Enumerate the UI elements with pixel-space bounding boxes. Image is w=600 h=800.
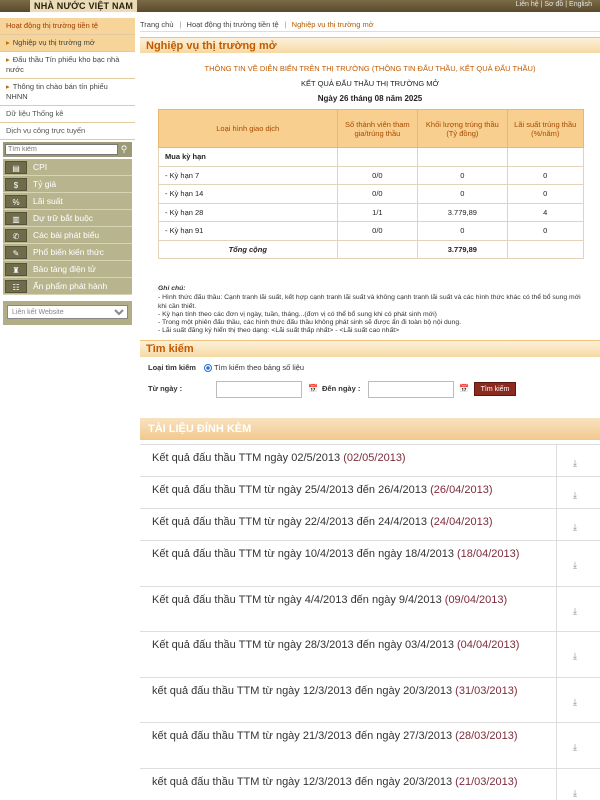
search-icon[interactable]: ⚲ [120,144,128,154]
attachment-text[interactable]: kết quả đấu thầu TTM từ ngày 21/3/2013 đến ngày 27/3/2013 [152,730,453,742]
cell-rate: 0 [507,166,584,185]
download-icon[interactable]: ⤓ [573,696,577,707]
download-icon[interactable]: ⤓ [573,651,577,662]
cell-type: - Kỳ hạn 91 [159,222,338,241]
attachment-text[interactable]: Kết quả đấu thầu TTM từ ngày 4/4/2013 đến ngày 9/4/2013 [152,593,442,606]
tool-label: Bảo tàng điện tử [33,264,96,274]
from-calendar-icon[interactable]: 📅 [308,384,318,393]
attachment-date: (09/04/2013) [444,593,508,606]
attachment-item[interactable] [140,508,600,540]
download-icon[interactable]: ⤓ [573,521,577,532]
attachment-item[interactable] [140,476,600,508]
attachment-text[interactable]: Kết quả đấu thầu TTM ngày 02/5/2013 [152,452,341,464]
info-date: Ngày 26 tháng 08 năm 2025 [317,94,423,103]
attachments-title: TÀI LIỆU ĐÍNH KÈM [140,418,600,440]
cell-members: 1/1 [337,203,418,222]
to-date-label: Đến ngày : [322,384,361,393]
top-links[interactable]: Liên hệ | Sơ đồ | English [515,1,592,8]
sidebar-item-money-market[interactable]: Hoạt động thị trường tiền tệ [0,18,135,35]
top-banner [0,0,600,12]
search-button[interactable]: Tìm kiếm [474,382,516,396]
tool-cpi[interactable] [3,159,132,176]
reserve-icon: ▥ [5,212,27,225]
cell-type: - Kỳ hạn 7 [159,166,338,185]
tool-interest-rate[interactable] [3,193,132,210]
publication-icon: ☷ [5,280,27,293]
table-row [159,222,584,241]
breadcrumb: Trang chủ | Hoạt động thị trường tiền tệ | Nghiệp vụ thị trường mở [140,18,600,32]
attachment-text[interactable]: kết quả đấu thầu TTM từ ngày 12/3/2013 đến ngày 20/3/2013 [152,684,453,697]
tool-list [3,159,132,295]
cell-rate: 4 [507,203,584,222]
download-icon[interactable]: ⤓ [573,742,577,753]
attachment-date: (18/04/2013) [457,548,520,560]
search-type-option[interactable]: Tìm kiếm theo bảng số liệu [214,363,305,372]
attachment-text[interactable]: kết quả đấu thầu TTM từ ngày 12/3/2013 đến ngày 20/3/2013 [152,775,453,788]
cpi-icon: ▤ [5,161,27,174]
download-icon[interactable]: ⤓ [573,457,577,468]
main-content [140,18,600,798]
table-row [159,203,584,222]
tool-label: CPI [33,162,48,172]
sidebar-item-treasury-bills[interactable]: ▸ Đấu thầu Tín phiếu kho bạc nhà nước [0,52,135,79]
breadcrumb-current: Nghiệp vụ thị trường mở [291,20,374,29]
speech-icon: ✆ [5,229,27,242]
group-label: Mua kỳ hạn [159,148,338,167]
search-date-row [148,381,598,397]
col-header-type: Loại hình giao dịch [159,110,338,148]
tool-label: Phổ biến kiến thức [33,247,104,257]
sidebar [0,18,135,331]
attachment-date: (31/03/2013) [455,684,518,697]
total-value: 3.779,89 [418,240,507,259]
website-links [3,301,132,325]
org-name: NHÀ NƯỚC VIỆT NAM [30,0,137,12]
cell-volume: 3.779,89 [418,203,507,222]
cell-volume: 0 [418,166,507,185]
attachment-item[interactable] [140,768,600,800]
cell-type: - Kỳ hạn 14 [159,185,338,204]
attachment-text[interactable]: Kết quả đấu thầu TTM từ ngày 10/4/2013 đến ngày 18/4/2013 [152,548,454,560]
attachment-text[interactable]: Kết quả đấu thầu TTM từ ngày 28/3/2013 đến ngày 03/4/2013 [152,639,454,651]
sidebar-item-online-services[interactable]: Dịch vụ công trực tuyến [0,123,135,140]
sidebar-item-open-market[interactable]: ▸ Nghiệp vụ thị trường mở [0,35,135,52]
attachment-date: (26/04/2013) [430,484,493,496]
cell-type: - Kỳ hạn 28 [159,203,338,222]
notes-heading: Ghi chú: [158,285,186,292]
notes [158,285,584,336]
info-subtitle: KẾT QUẢ ĐẤU THẦU THỊ TRƯỜNG MỞ [301,79,439,88]
note-line: - Hình thức đấu thầu: Cạnh tranh lãi suất, kết hợp cạnh tranh lãi suất và không cạnh tranh lãi suất và các hình thức khác có thể bổ sung mới khi cần thiết. [158,294,581,310]
search-type-label: Loại tìm kiếm [148,363,196,372]
to-calendar-icon[interactable]: 📅 [459,384,469,393]
sidebar-item-sbv-bills[interactable]: ▸ Thông tin chào bán tín phiếu NHNN [0,79,135,106]
from-date-input[interactable] [216,381,302,398]
sidebar-search [3,142,132,157]
attachment-item[interactable] [140,444,600,476]
attachment-text[interactable]: Kết quả đấu thầu TTM từ ngày 22/4/2013 đến 24/4/2013 [152,516,428,528]
page-title: Nghiệp vụ thị trường mở [140,37,600,53]
tool-label: Dự trữ bắt buộc [33,213,94,223]
cell-rate: 0 [507,222,584,241]
table-row [159,185,584,204]
note-line: - Trong một phiên đấu thầu, các hình thức đấu thầu không phát sinh sẽ được ẩn đi toàn bộ nội dung. [158,319,462,327]
cell-volume: 0 [418,222,507,241]
tool-exchange-rate[interactable] [3,176,132,193]
tool-publications[interactable] [3,278,132,295]
cell-members: 0/0 [337,222,418,241]
attachment-date: (24/04/2013) [430,516,493,528]
tool-speeches[interactable] [3,227,132,244]
tool-label: Tỷ giá [33,179,57,189]
col-header-rate: Lãi suất trúng thầu (%/năm) [507,110,584,148]
exchange-rate-icon: $ [5,178,27,191]
download-icon[interactable]: ⤓ [573,605,577,616]
note-line: - Lãi suất đăng ký hiển thị theo dạng: <Lãi suất thấp nhất> - <Lãi suất cao nhất> [158,327,400,335]
attachment-date: (28/03/2013) [455,730,518,742]
attachment-item[interactable] [140,586,600,632]
table-group-row [159,148,584,167]
attachment-item[interactable] [140,631,600,677]
attachment-date: (21/03/2013) [455,775,518,788]
info-title: THÔNG TIN VỀ DIỄN BIẾN TRÊN THỊ TRƯỜNG (THÔNG TIN ĐẤU THẦU, KẾT QUẢ ĐẤU THẦU) [204,64,536,73]
download-icon[interactable]: ⤓ [573,787,577,798]
download-icon[interactable]: ⤓ [573,560,577,571]
note-line: - Kỳ hạn tính theo các đơn vị ngày, tuần, tháng...(đơn vị có thể bổ sung khi có phát sinh mới) [158,310,437,318]
download-icon[interactable]: ⤓ [573,489,577,500]
tool-label: Lãi suất [33,196,63,206]
breadcrumb-parent[interactable]: Hoạt động thị trường tiền tệ [186,20,279,29]
attachment-item[interactable] [140,722,600,768]
results-table [158,109,584,259]
tool-knowledge[interactable] [3,244,132,261]
sidebar-search-input[interactable] [5,144,118,155]
sidebar-item-statistics[interactable]: Dữ liệu Thống kê [0,106,135,123]
col-header-volume: Khối lượng trúng thầu (Tỷ đồng) [418,110,507,148]
attachments-list [140,444,600,800]
cell-rate: 0 [507,185,584,204]
website-links-select[interactable] [7,305,128,319]
cell-volume: 0 [418,185,507,204]
col-header-members: Số thành viên tham gia/trúng thầu [337,110,418,148]
attachment-item[interactable] [140,540,600,586]
interest-rate-icon: % [5,195,27,208]
attachment-item[interactable] [140,677,600,723]
total-label: Tổng cộng [159,240,338,259]
attachment-date: (02/05/2013) [343,452,406,464]
table-total-row [159,240,584,259]
attachment-text[interactable]: Kết quả đấu thầu TTM từ ngày 25/4/2013 đến 26/4/2013 [152,484,428,496]
cell-members: 0/0 [337,185,418,204]
from-date-label: Từ ngày : [148,384,183,393]
museum-icon: ♜ [5,263,27,276]
tool-label: Ấn phẩm phát hành [33,281,108,291]
search-type-radio[interactable] [204,364,212,372]
to-date-input[interactable] [368,381,454,398]
breadcrumb-home[interactable]: Trang chủ [140,20,174,29]
cell-members: 0/0 [337,166,418,185]
tool-label: Các bài phát biểu [33,230,100,240]
tool-museum[interactable] [3,261,132,278]
tool-reserve[interactable] [3,210,132,227]
attachment-date: (04/04/2013) [457,639,520,651]
knowledge-icon: ✎ [5,246,27,259]
search-type-row [148,363,304,372]
search-section-title: Tìm kiếm [140,340,600,357]
table-row [159,166,584,185]
